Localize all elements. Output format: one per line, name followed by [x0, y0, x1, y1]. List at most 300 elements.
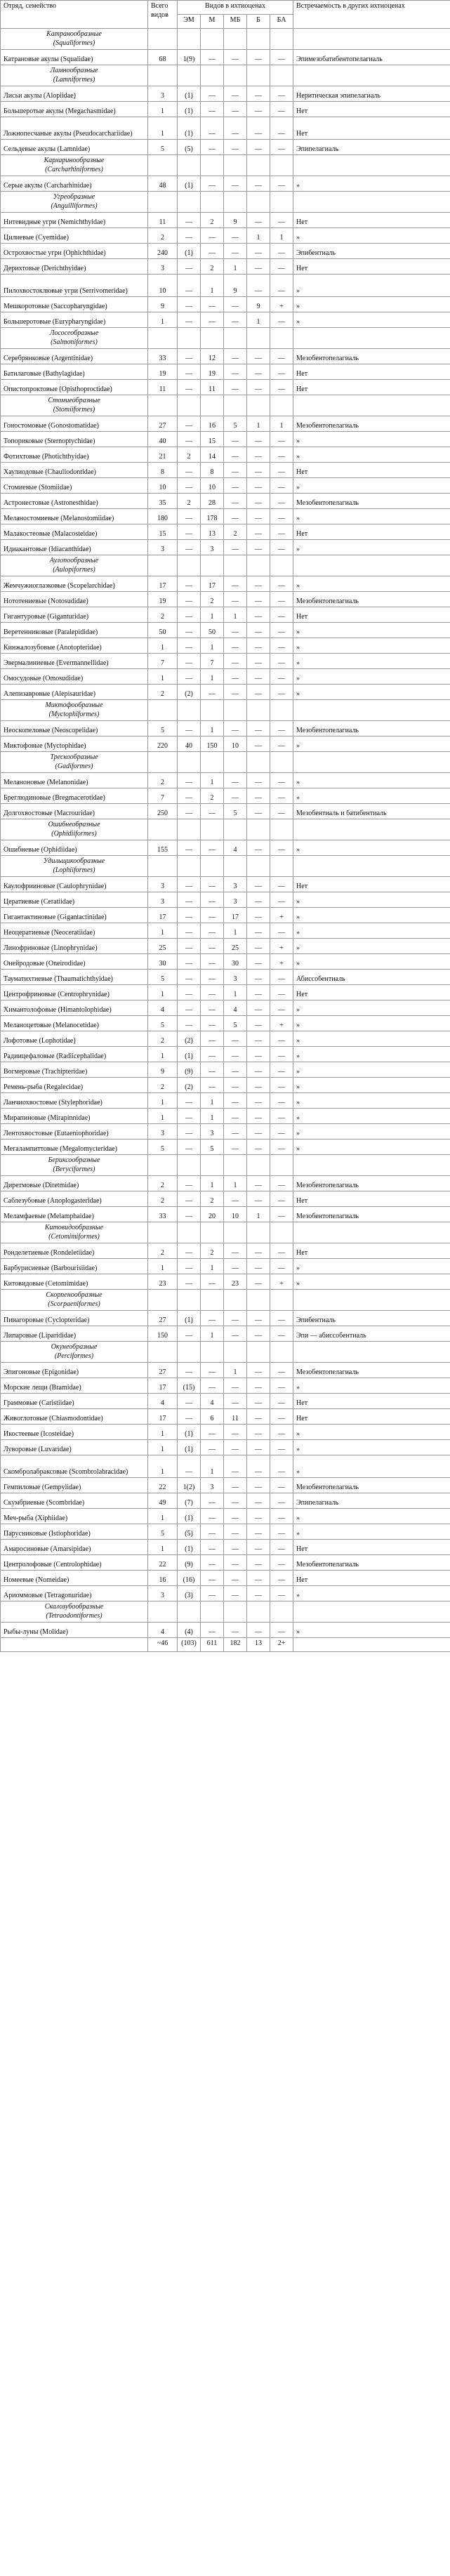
- family-m: 2: [201, 1191, 224, 1207]
- family-m: —: [201, 1047, 224, 1062]
- col-em-header: ЭМ: [178, 15, 201, 29]
- family-other: Мезобентопелагиаль: [293, 1478, 450, 1493]
- family-row: [1, 892, 450, 908]
- family-em: —: [178, 1363, 201, 1378]
- family-mb: —: [224, 380, 247, 395]
- total-row: [1, 1638, 450, 1652]
- family-row: [1, 432, 450, 447]
- family-other: Нет: [293, 380, 450, 395]
- family-row: [1, 1259, 450, 1274]
- family-name: Икостеевые (Icosteidae): [1, 1425, 148, 1440]
- family-name: Центрофриновые (Centrophrynidae): [1, 985, 148, 1000]
- family-total: 2: [148, 1078, 178, 1093]
- family-name: Рыбы-луны (Molidae): [1, 1623, 148, 1638]
- empty-cell: [293, 555, 450, 576]
- family-mb: 9: [224, 275, 247, 297]
- family-m: —: [201, 685, 224, 700]
- order-row: [1, 1342, 450, 1363]
- family-ba: —: [270, 970, 293, 985]
- family-em: —: [178, 1207, 201, 1222]
- family-m: —: [201, 970, 224, 985]
- order-name: [1, 395, 148, 416]
- family-total: 11: [148, 380, 178, 395]
- family-ba: —: [270, 1078, 293, 1093]
- family-total: 2: [148, 685, 178, 700]
- family-name: Вогмеровые (Trachipteridae): [1, 1062, 148, 1078]
- family-name: Лентохвостовые (Eutaeniophoridae): [1, 1124, 148, 1140]
- family-ba: —: [270, 1425, 293, 1440]
- family-name: Жемчужноглазковые (Scopelarchidae): [1, 576, 148, 592]
- order-name: [1, 1342, 148, 1363]
- family-name: Гигантуровые (Giganturidae): [1, 607, 148, 623]
- empty-cell: [224, 700, 247, 721]
- family-m: —: [201, 1571, 224, 1586]
- family-row: [1, 1000, 450, 1016]
- empty-cell: [178, 752, 201, 773]
- family-mb: —: [224, 1586, 247, 1601]
- family-m: 2: [201, 788, 224, 804]
- family-em: —: [178, 1455, 201, 1478]
- family-mb: —: [224, 592, 247, 607]
- empty-cell: [178, 1342, 201, 1363]
- family-em: —: [178, 1000, 201, 1016]
- empty-cell: [247, 856, 270, 877]
- family-name: Меламфаевые (Melamphaidae): [1, 1207, 148, 1222]
- family-b: —: [247, 1478, 270, 1493]
- family-ba: —: [270, 1378, 293, 1394]
- family-ba: —: [270, 1176, 293, 1191]
- family-mb: —: [224, 312, 247, 328]
- family-em: (1): [178, 1509, 201, 1524]
- family-b: —: [247, 1140, 270, 1155]
- family-ba: —: [270, 364, 293, 380]
- family-name: Гигантактиновые (Gigantactinidae): [1, 908, 148, 923]
- family-mb: —: [224, 1555, 247, 1571]
- family-other: Нет: [293, 1571, 450, 1586]
- family-row: [1, 1409, 450, 1425]
- family-m: 12: [201, 349, 224, 364]
- empty-cell: [224, 1342, 247, 1363]
- family-em: —: [178, 1176, 201, 1191]
- family-mb: —: [224, 1425, 247, 1440]
- empty-cell: [148, 328, 178, 349]
- family-ba: —: [270, 607, 293, 623]
- family-ba: —: [270, 259, 293, 275]
- family-b: —: [247, 50, 270, 65]
- family-ba: +: [270, 297, 293, 312]
- family-ba: +: [270, 954, 293, 970]
- order-latin-name: (Aulopiformes): [53, 566, 95, 574]
- family-total: 2: [148, 1176, 178, 1191]
- family-name: Каулофрииновые (Caulophrynidae): [1, 877, 148, 892]
- family-mb: 4: [224, 840, 247, 856]
- family-name: Фотихтовые (Photichthyidae): [1, 447, 148, 463]
- empty-cell: [270, 328, 293, 349]
- family-total: 8: [148, 463, 178, 478]
- family-em: —: [178, 804, 201, 819]
- family-ba: —: [270, 312, 293, 328]
- family-b: —: [247, 923, 270, 939]
- order-latin-name: (Lamniformes): [53, 76, 95, 84]
- family-total: 5: [148, 970, 178, 985]
- family-mb: —: [224, 50, 247, 65]
- family-b: —: [247, 1124, 270, 1140]
- family-mb: —: [224, 509, 247, 524]
- empty-cell: [224, 752, 247, 773]
- family-b: —: [247, 576, 270, 592]
- order-name: [1, 555, 148, 576]
- family-em: —: [178, 213, 201, 228]
- family-mb: —: [224, 638, 247, 654]
- family-ba: —: [270, 494, 293, 509]
- family-em: —: [178, 364, 201, 380]
- family-ba: —: [270, 213, 293, 228]
- order-russian-name: Угреобразные: [53, 193, 95, 201]
- empty-cell: [201, 1222, 224, 1243]
- family-row: [1, 1455, 450, 1478]
- family-total: 27: [148, 416, 178, 432]
- family-b: —: [247, 970, 270, 985]
- family-ba: +: [270, 908, 293, 923]
- empty-cell: [148, 856, 178, 877]
- family-ba: —: [270, 509, 293, 524]
- family-b: —: [247, 773, 270, 788]
- family-other: »: [293, 176, 450, 192]
- empty-cell: [148, 1342, 178, 1363]
- order-row: [1, 819, 450, 840]
- empty-cell: [178, 856, 201, 877]
- family-b: —: [247, 1378, 270, 1394]
- family-row: [1, 985, 450, 1000]
- empty-cell: [201, 1290, 224, 1311]
- family-name: Лофотовые (Lophotidae): [1, 1031, 148, 1047]
- family-em: (5): [178, 140, 201, 155]
- family-row: [1, 1311, 450, 1326]
- family-em: —: [178, 349, 201, 364]
- order-name: [1, 856, 148, 877]
- family-total: 1: [148, 117, 178, 140]
- family-row: [1, 1093, 450, 1109]
- family-name: Пинагоровые (Cyclopteridae): [1, 1311, 148, 1326]
- family-ba: —: [270, 117, 293, 140]
- family-b: —: [247, 592, 270, 607]
- family-mb: —: [224, 1062, 247, 1078]
- family-m: —: [201, 1363, 224, 1378]
- family-other: Нет: [293, 213, 450, 228]
- order-russian-name: Бериксообразные: [48, 1156, 100, 1164]
- family-m: 28: [201, 494, 224, 509]
- family-other: Нет: [293, 1243, 450, 1259]
- family-b: —: [247, 463, 270, 478]
- family-m: 10: [201, 478, 224, 494]
- empty-cell: [224, 1601, 247, 1623]
- family-em: —: [178, 721, 201, 737]
- family-ba: —: [270, 1124, 293, 1140]
- family-mb: 1: [224, 1176, 247, 1191]
- family-other: »: [293, 939, 450, 954]
- family-em: —: [178, 954, 201, 970]
- family-name: Батилаговые (Bathylagidae): [1, 364, 148, 380]
- family-ba: —: [270, 985, 293, 1000]
- family-ba: —: [270, 1586, 293, 1601]
- family-em: (1): [178, 1047, 201, 1062]
- family-row: [1, 1540, 450, 1555]
- family-b: —: [247, 1524, 270, 1540]
- family-name: Долгохвостовые (Macrouridae): [1, 804, 148, 819]
- family-name: Катрановые акулы (Squalidae): [1, 50, 148, 65]
- empty-cell: [224, 1222, 247, 1243]
- family-mb: —: [224, 297, 247, 312]
- family-ba: —: [270, 463, 293, 478]
- family-mb: —: [224, 1440, 247, 1455]
- empty-cell: [148, 752, 178, 773]
- family-other: Неритическая эпипелагиаль: [293, 86, 450, 102]
- empty-cell: [201, 1155, 224, 1176]
- order-name: [1, 65, 148, 86]
- family-other: »: [293, 1016, 450, 1031]
- empty-cell: [293, 29, 450, 50]
- family-em: 2: [178, 494, 201, 509]
- empty-cell: [201, 856, 224, 877]
- family-b: —: [247, 685, 270, 700]
- family-other: Нет: [293, 463, 450, 478]
- family-b: 1: [247, 228, 270, 244]
- family-row: [1, 1031, 450, 1047]
- family-name: Астронестовые (Astronesthidae): [1, 494, 148, 509]
- family-m: 1: [201, 275, 224, 297]
- family-row: [1, 524, 450, 540]
- family-total: 150: [148, 1326, 178, 1342]
- family-ba: —: [270, 1571, 293, 1586]
- family-m: —: [201, 1524, 224, 1540]
- family-b: —: [247, 954, 270, 970]
- family-em: —: [178, 524, 201, 540]
- family-mb: 10: [224, 1207, 247, 1222]
- family-row: [1, 213, 450, 228]
- family-name: Дерихтовые (Derichthyidae): [1, 259, 148, 275]
- order-latin-name: (Stomiiformes): [53, 406, 95, 414]
- family-em: —: [178, 669, 201, 685]
- family-em: —: [178, 1259, 201, 1274]
- family-b: —: [247, 259, 270, 275]
- family-other: Мезобентопелагиаль: [293, 1363, 450, 1378]
- family-m: —: [201, 1378, 224, 1394]
- order-name: [1, 155, 148, 176]
- family-m: 13: [201, 524, 224, 540]
- family-ba: —: [270, 1207, 293, 1222]
- family-em: 40: [178, 737, 201, 752]
- family-em: —: [178, 985, 201, 1000]
- family-name: Тауматихтиевые (Thaumatichthyidae): [1, 970, 148, 985]
- family-ba: —: [270, 349, 293, 364]
- family-name: Граммовые (Caristiidae): [1, 1394, 148, 1409]
- family-other: »: [293, 509, 450, 524]
- family-other: Мезобентопелагиаль: [293, 1555, 450, 1571]
- family-other: Нет: [293, 985, 450, 1000]
- family-mb: —: [224, 669, 247, 685]
- family-ba: —: [270, 380, 293, 395]
- family-other: »: [293, 1524, 450, 1540]
- empty-cell: [270, 819, 293, 840]
- family-mb: —: [224, 773, 247, 788]
- family-name: Химантолофовые (Himantolophidae): [1, 1000, 148, 1016]
- family-other: »: [293, 737, 450, 752]
- family-total: 2: [148, 1191, 178, 1207]
- family-row: [1, 1478, 450, 1493]
- family-m: 1: [201, 1326, 224, 1342]
- family-name: Цилиевые (Cyemidae): [1, 228, 148, 244]
- family-em: —: [178, 840, 201, 856]
- family-b: —: [247, 737, 270, 752]
- order-row: [1, 700, 450, 721]
- family-name: Онейродовые (Oneirodidae): [1, 954, 148, 970]
- family-m: —: [201, 102, 224, 117]
- family-other: »: [293, 788, 450, 804]
- family-mb: 23: [224, 1274, 247, 1290]
- family-b: —: [247, 1047, 270, 1062]
- family-mb: 11: [224, 1409, 247, 1425]
- family-b: —: [247, 1259, 270, 1274]
- family-m: 1: [201, 1455, 224, 1478]
- family-row: [1, 228, 450, 244]
- empty-cell: [201, 192, 224, 213]
- empty-cell: [293, 328, 450, 349]
- family-name: Мегалампиттовые (Megalomycteridae): [1, 1140, 148, 1155]
- empty-cell: [247, 192, 270, 213]
- family-em: —: [178, 228, 201, 244]
- family-other: Эпипелагиаль: [293, 140, 450, 155]
- family-em: —: [178, 1016, 201, 1031]
- empty-cell: [224, 856, 247, 877]
- family-row: [1, 788, 450, 804]
- family-em: —: [178, 416, 201, 432]
- order-russian-name: Скорпенообразные: [46, 1291, 102, 1299]
- family-m: —: [201, 985, 224, 1000]
- family-ba: —: [270, 1311, 293, 1326]
- family-ba: —: [270, 275, 293, 297]
- family-total: 1: [148, 985, 178, 1000]
- empty-cell: [270, 155, 293, 176]
- family-name: Парусниковые (Istiophoridae): [1, 1524, 148, 1540]
- family-b: —: [247, 524, 270, 540]
- order-name: [1, 1290, 148, 1311]
- family-total: 68: [148, 50, 178, 65]
- family-other: Нет: [293, 607, 450, 623]
- empty-cell: [247, 1601, 270, 1623]
- empty-cell: [148, 1155, 178, 1176]
- empty-cell: [293, 1155, 450, 1176]
- empty-cell: [247, 752, 270, 773]
- family-em: (1): [178, 86, 201, 102]
- family-ba: —: [270, 1259, 293, 1274]
- col-total-header: Всего видов: [148, 1, 178, 29]
- family-b: —: [247, 1586, 270, 1601]
- family-ba: —: [270, 638, 293, 654]
- family-ba: —: [270, 447, 293, 463]
- family-mb: 3: [224, 892, 247, 908]
- family-row: [1, 509, 450, 524]
- family-ba: 1: [270, 416, 293, 432]
- family-b: —: [247, 1326, 270, 1342]
- empty-cell: [270, 555, 293, 576]
- family-total: 17: [148, 908, 178, 923]
- order-latin-name: (Tetraodontiformes): [46, 1612, 102, 1620]
- empty-cell: [201, 1342, 224, 1363]
- order-latin-name: (Ophidiiformes): [51, 830, 97, 838]
- family-b: —: [247, 1243, 270, 1259]
- family-total: 2: [148, 773, 178, 788]
- family-row: [1, 117, 450, 140]
- order-name: [1, 1155, 148, 1176]
- family-m: —: [201, 312, 224, 328]
- family-row: [1, 259, 450, 275]
- family-other: Мезобентопелагиаль: [293, 1207, 450, 1222]
- family-name: Стомиевые (Stomiidae): [1, 478, 148, 494]
- family-b: —: [247, 669, 270, 685]
- family-total: 2: [148, 228, 178, 244]
- family-other: »: [293, 1274, 450, 1290]
- family-other: »: [293, 1623, 450, 1638]
- family-other: Эпи — абиссобентиаль: [293, 1326, 450, 1342]
- family-ba: —: [270, 623, 293, 638]
- family-ba: —: [270, 478, 293, 494]
- family-mb: —: [224, 244, 247, 259]
- family-total: 40: [148, 432, 178, 447]
- empty-cell: [224, 65, 247, 86]
- family-name: Эпигоновые (Epigonidae): [1, 1363, 148, 1378]
- family-em: —: [178, 970, 201, 985]
- family-mb: —: [224, 1047, 247, 1062]
- family-row: [1, 380, 450, 395]
- family-name: Малакостеовые (Malacosteidae): [1, 524, 148, 540]
- empty-cell: [270, 65, 293, 86]
- family-name: Центролофовые (Centrolophidae): [1, 1555, 148, 1571]
- family-other: »: [293, 312, 450, 328]
- family-other: Эпибентиаль: [293, 244, 450, 259]
- family-m: 17: [201, 576, 224, 592]
- family-em: —: [178, 607, 201, 623]
- family-total: 250: [148, 804, 178, 819]
- family-b: —: [247, 788, 270, 804]
- family-m: 2: [201, 213, 224, 228]
- family-ba: —: [270, 877, 293, 892]
- family-name: Топориковые (Sternoptychidae): [1, 432, 148, 447]
- family-b: —: [247, 447, 270, 463]
- family-row: [1, 1124, 450, 1140]
- family-name: Саблезубовые (Anoplogasteridae): [1, 1191, 148, 1207]
- family-total: 17: [148, 1378, 178, 1394]
- order-latin-name: (Beryciformes): [53, 1165, 95, 1173]
- order-name: [1, 1601, 148, 1623]
- family-m: —: [201, 228, 224, 244]
- family-ba: —: [270, 592, 293, 607]
- family-row: [1, 1378, 450, 1394]
- empty-cell: [148, 1290, 178, 1311]
- family-em: —: [178, 576, 201, 592]
- family-ba: —: [270, 1109, 293, 1124]
- family-other: »: [293, 1140, 450, 1155]
- family-b: —: [247, 638, 270, 654]
- family-total: 4: [148, 1000, 178, 1016]
- order-latin-name: (Gadiformes): [55, 762, 93, 770]
- family-em: —: [178, 1140, 201, 1155]
- family-total: 27: [148, 1311, 178, 1326]
- family-name: Омосудовые (Omosudidae): [1, 669, 148, 685]
- family-ba: —: [270, 1243, 293, 1259]
- family-mb: —: [224, 1124, 247, 1140]
- empty-cell: [148, 700, 178, 721]
- family-ba: —: [270, 1409, 293, 1425]
